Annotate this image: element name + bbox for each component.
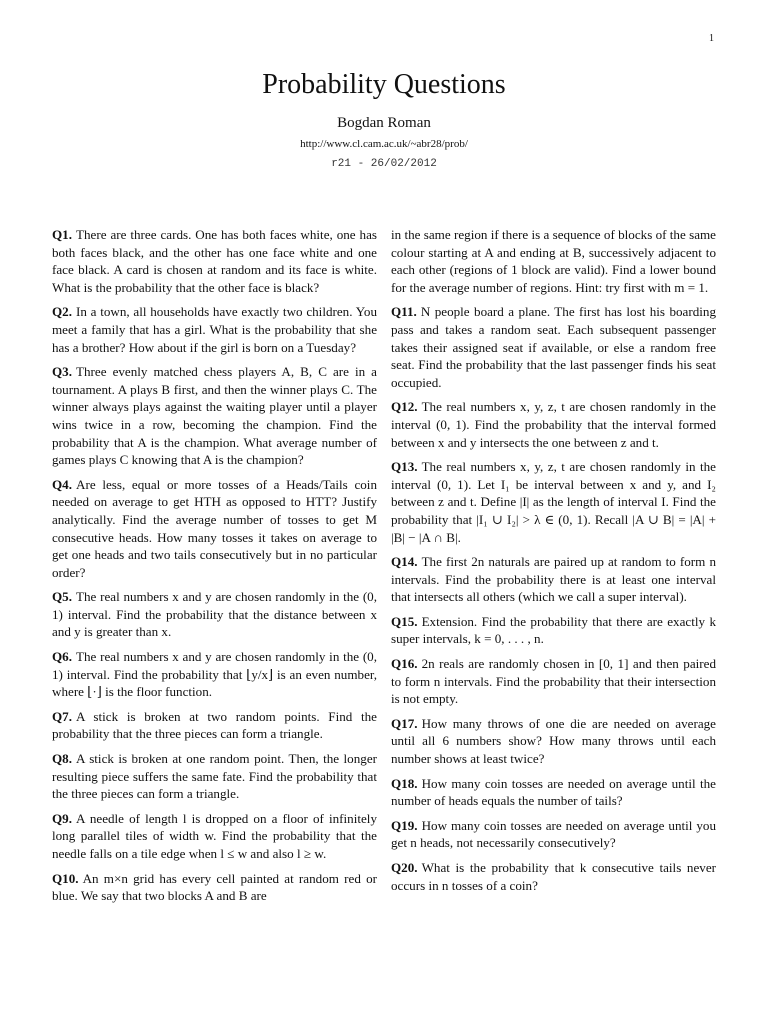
question-item xyxy=(391,817,716,852)
question-item xyxy=(52,648,377,701)
question-id: Q17. xyxy=(391,715,418,731)
question-id: Q9. xyxy=(52,810,73,826)
question-text: N people board a plane. The first has lost his boarding pass and takes a random seat. Each subsequent passenger takes their assigned seat if available, or else a random free seat. Find the probability that the last passenger finds his seat occupied. xyxy=(391,304,716,390)
question-id: Q20. xyxy=(391,860,418,875)
question-id: Q5. xyxy=(52,589,73,605)
question-text: The real numbers x and y are chosen randomly in the (0, 1) interval. Find the probability that ⌊y/x⌋ is an even number, where ⌊·⌋ is the floor function. xyxy=(52,649,377,700)
question-text: 2n reals are randomly chosen in [0, 1] and then paired to form n intervals. Find the probability that their intersection is not empty. xyxy=(391,656,716,707)
question-text: How many coin tosses are needed on average until the number of heads equals the number of tails? xyxy=(391,775,716,809)
question-item xyxy=(391,303,716,391)
question-id: Q19. xyxy=(391,817,418,833)
question-text: The first 2n naturals are paired up at random to form n intervals. Find the probability there is at least one interval that intersects all others (which we call a super interval). xyxy=(391,554,716,605)
question-item xyxy=(391,655,716,708)
question-id: Q18. xyxy=(391,775,418,791)
author-url[interactable]: http://www.cl.cam.ac.uk/~abr28/prob/ xyxy=(300,138,468,150)
question-item xyxy=(52,588,377,641)
question-id: Q1. xyxy=(52,227,73,242)
question-id: Q3. xyxy=(52,364,73,380)
question-item xyxy=(52,363,377,469)
revision-label: r21 - 26/02/2012 xyxy=(331,158,437,170)
question-text: A needle of length l is dropped on a floor of infinitely long parallel tiles of width w. Find the probability that the needle falls on a tile edge when l ≤ w and also l ≥ w. xyxy=(52,810,377,861)
question-text: The real numbers x, y, z, t are chosen randomly in the interval (0, 1). Find the probability that the interval formed between x and y intersects the one between z and t. xyxy=(391,399,716,450)
question-text: A stick is broken at one random point. Then, the longer resulting piece suffers the same fate. Find the probability that the three pieces can form a triangle. xyxy=(52,751,377,802)
question-text: Extension. Find the probability that there are exactly k super intervals, k = 0, . . . , n. xyxy=(391,613,716,647)
question-id: Q14. xyxy=(391,554,418,570)
author-name: Bogdan Roman xyxy=(337,115,431,131)
question-item xyxy=(391,775,716,810)
question-item xyxy=(391,613,716,648)
document-header xyxy=(0,66,768,172)
question-id: Q7. xyxy=(52,708,73,724)
question-id: Q8. xyxy=(52,751,73,767)
question-id: Q11. xyxy=(391,304,417,320)
question-item xyxy=(52,476,377,582)
question-text: The real numbers x and y are chosen randomly in the (0, 1) interval. Find the probability that the distance between x and y is greater than x. xyxy=(52,589,377,640)
question-id: Q10. xyxy=(52,870,79,886)
question-id: Q12. xyxy=(391,399,418,415)
question-id: Q16. xyxy=(391,656,418,672)
question-text: In a town, all households have exactly two children. You meet a family that has a girl. What is the probability that she has a brother? How about if the girl is born on a Tuesday? xyxy=(52,304,377,355)
question-item xyxy=(391,398,716,451)
question-text: A stick is broken at two random points. Find the probability that the three pieces can form a triangle. xyxy=(52,708,377,742)
question-item xyxy=(52,810,377,863)
page-number: 1 xyxy=(709,33,714,44)
question-item xyxy=(52,750,377,803)
question-item xyxy=(391,715,716,768)
question-id: Q6. xyxy=(52,649,73,665)
question-text: How many coin tosses are needed on average until you get n heads, not necessarily consecutively? xyxy=(391,817,716,851)
left-column xyxy=(52,226,377,912)
question-id: Q15. xyxy=(391,613,418,629)
right-column xyxy=(391,226,716,901)
question-text: There are three cards. One has both faces white, one has both faces black, and the other has one face white and one face black. A card is chosen at random and its face is white. What is the probability that the other face is black? xyxy=(52,227,377,295)
question-item xyxy=(391,458,716,546)
question-item xyxy=(52,226,377,296)
question-item xyxy=(52,303,377,356)
question-item xyxy=(52,870,377,905)
question-text: Three evenly matched chess players A, B, C are in a tournament. A plays B first, and then the winner plays C. The winner always plays against the waiting player until a player wins twice in a row, becoming the champion. Find the probability that A is the champion. What average number of games plays C knowing that A is the champion? xyxy=(52,364,377,468)
question-item xyxy=(52,708,377,743)
question-id: Q4. xyxy=(52,476,73,492)
question-id: Q13. xyxy=(391,459,418,475)
question-text: What is the probability that k consecutive tails never occurs in n tosses of a coin? xyxy=(391,860,716,893)
question-continuation: in the same region if there is a sequence of blocks of the same colour starting at A and ending at B, successively adjacent to each other (regions of 1 block are valid). Find a lower bound for the average number of regions. Hint: try first with m = 1. xyxy=(391,227,716,295)
question-text: The real numbers x, y, z, t are chosen randomly in the interval (0, 1). Let I₁ be interval between x and y, and I₂ between z and t. Define |I| as the length of interval I. Find the probability that |I₁ ∪ I₂| > λ ∈ (0, 1). Recall |A ∪ B| = |A| + |B| − |A ∩ B|. xyxy=(391,459,716,545)
question-item xyxy=(391,553,716,606)
question-item xyxy=(391,859,716,894)
question-text: An m×n grid has every cell painted at random red or blue. We say that two blocks A and B are xyxy=(52,870,377,904)
question-text: How many throws of one die are needed on average until all 6 numbers show? How many throws until each number shows at least twice? xyxy=(391,715,716,767)
document-title: Probability Questions xyxy=(262,69,506,100)
question-text: Are less, equal or more tosses of a Heads/Tails coin needed on average to get HTH as opposed to HTT? Justify analytically. Find the average number of tosses to get M consecutive heads. How many tosses it takes on average to get one heads and two tails consecutively but in no particular order? xyxy=(52,476,377,580)
question-id: Q2. xyxy=(52,304,73,320)
